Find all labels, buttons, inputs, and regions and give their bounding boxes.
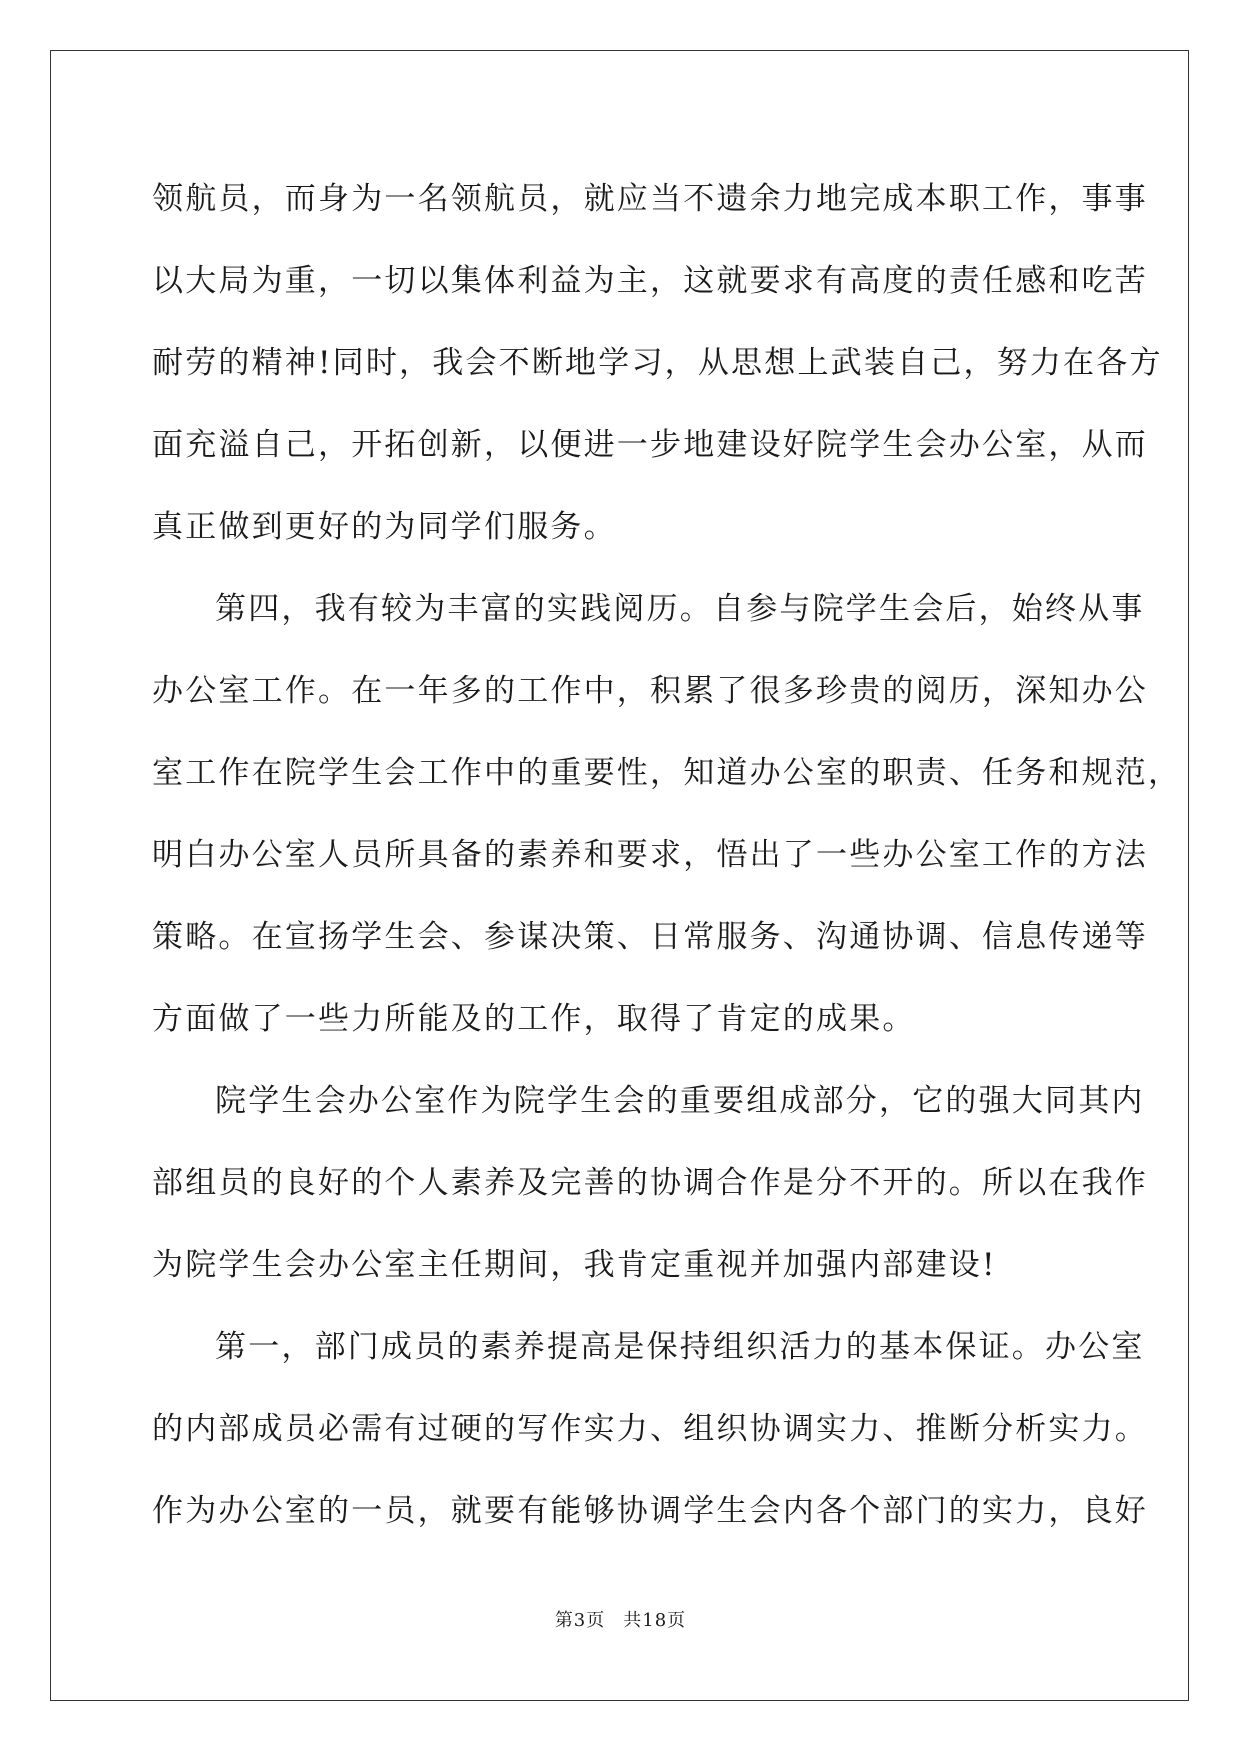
text-line: 领航员，而身为一名领航员，就应当不遗余力地完成本职工作，事事: [152, 181, 1148, 217]
text-line: 办公室工作。在一年多的工作中，积累了很多珍贵的阅历，深知办公: [152, 673, 1148, 709]
document-body: [152, 158, 1182, 1552]
paragraph-first-line: 院学生会办公室作为院学生会的重要组成部分，它的强大同其内: [215, 1083, 1145, 1119]
page-total: 共18页: [623, 1610, 687, 1631]
text-line: 室工作在院学生会工作中的重要性，知道办公室的职责、任务和规范，: [152, 755, 1182, 791]
page-footer: [0, 1606, 1241, 1632]
paragraph-first-line: 第四，我有较为丰富的实践阅历。自参与院学生会后，始终从事: [215, 591, 1145, 627]
text-line: 为院学生会办公室主任期间，我肯定重视并加强内部建设!: [152, 1247, 997, 1283]
page-number: 第3页: [554, 1610, 606, 1631]
text-line: 真正做到更好的为同学们服务。: [152, 509, 617, 545]
text-line: 明白办公室人员所具备的素养和要求，悟出了一些办公室工作的方法: [152, 837, 1148, 873]
text-line: 作为办公室的一员，就要有能够协调学生会内各个部门的实力，良好: [152, 1493, 1148, 1529]
text-line: 方面做了一些力所能及的工作，取得了肯定的成果。: [152, 1001, 916, 1037]
text-line: 面充溢自己，开拓创新，以便进一步地建设好院学生会办公室，从而: [152, 427, 1148, 463]
paragraph-first-line: 第一，部门成员的素养提高是保持组织活力的基本保证。办公室: [215, 1329, 1145, 1365]
text-line: 部组员的良好的个人素养及完善的协调合作是分不开的。所以在我作: [152, 1165, 1148, 1201]
text-line: 的内部成员必需有过硬的写作实力、组织协调实力、推断分析实力。: [152, 1411, 1148, 1447]
text-line: 策略。在宣扬学生会、参谋决策、日常服务、沟通协调、信息传递等: [152, 919, 1148, 955]
text-line: 耐劳的精神!同时，我会不断地学习，从思想上武装自己，努力在各方: [152, 345, 1163, 381]
text-line: 以大局为重，一切以集体利益为主，这就要求有高度的责任感和吃苦: [152, 263, 1148, 299]
